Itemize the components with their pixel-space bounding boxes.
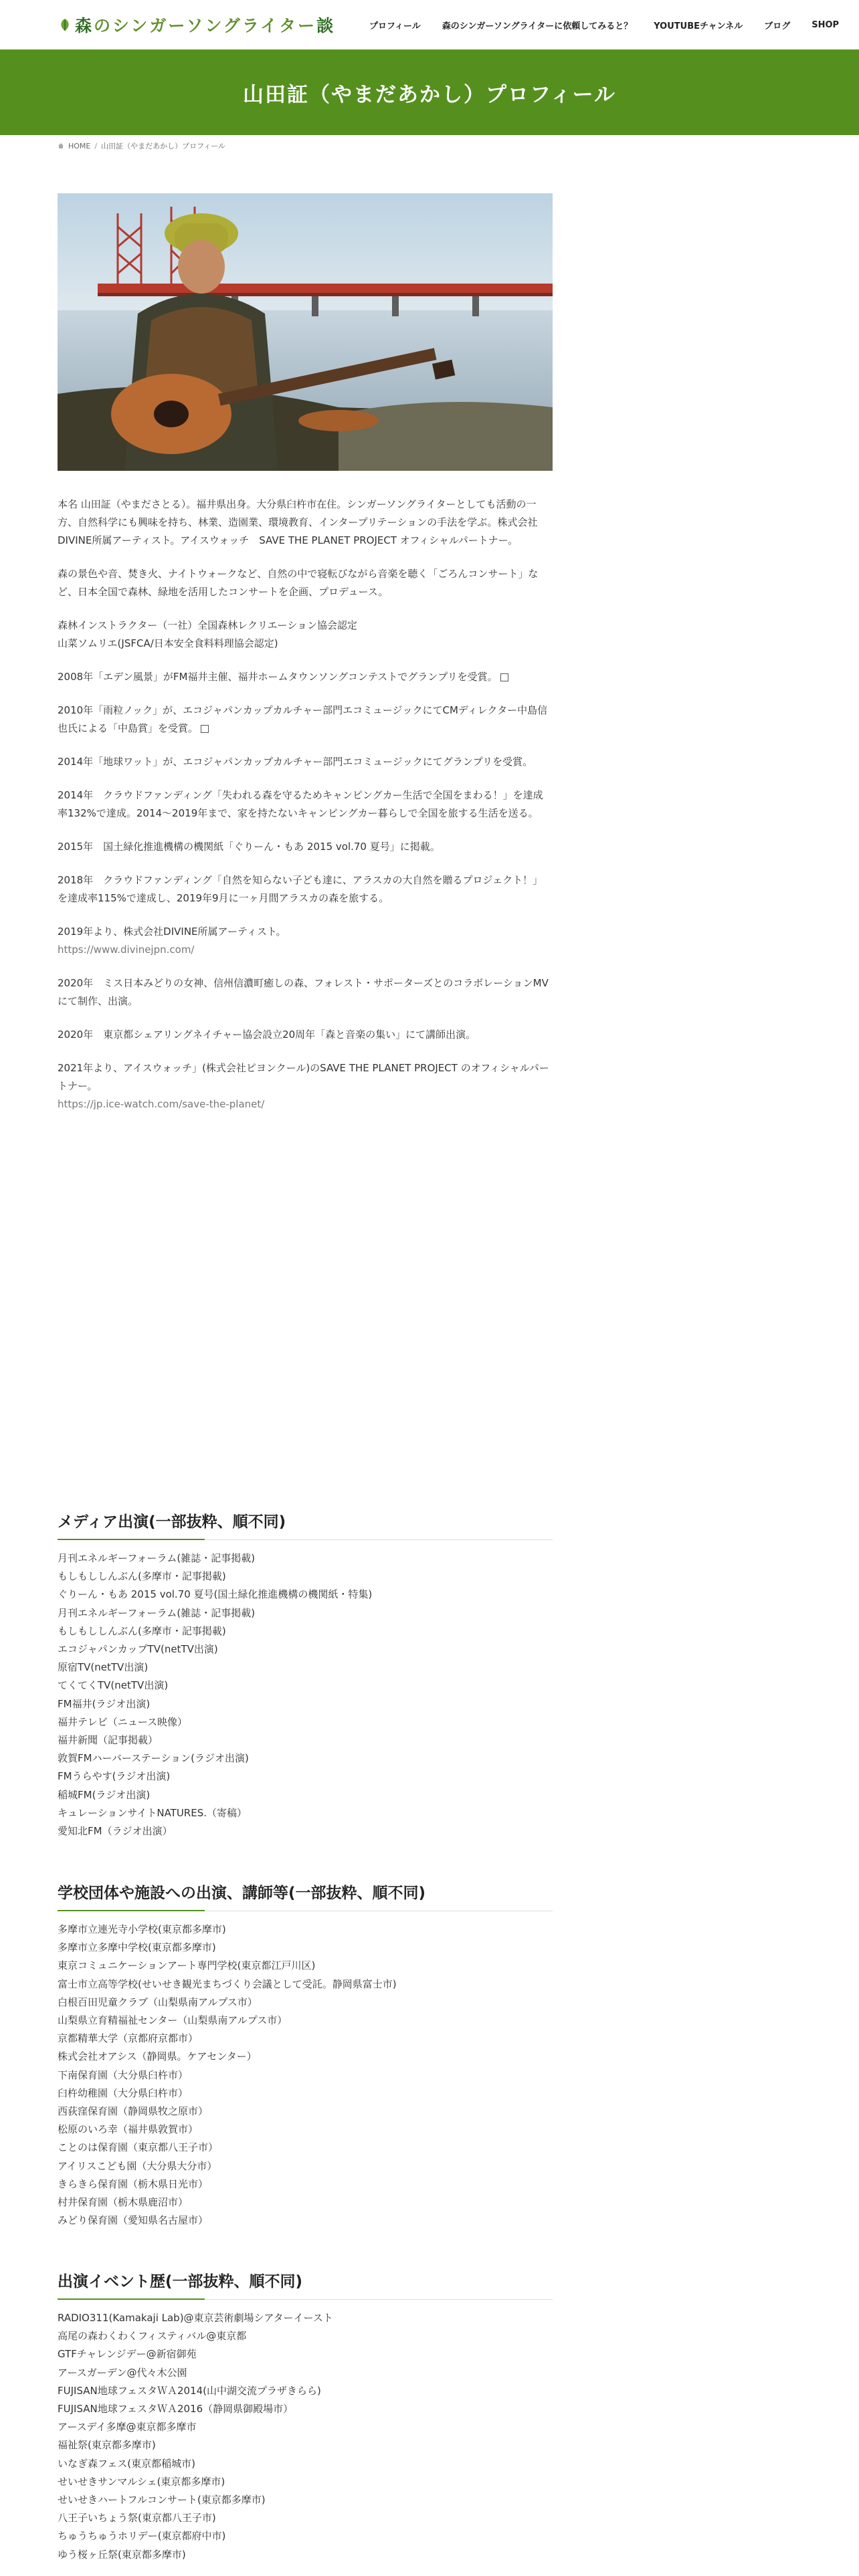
bio-paragraph: 森の景色や音、焚き火、ナイトウォークなど、自然の中で寝転びながら音楽を聴く「ごろんコンサート」など、日本全国で森林、緑地を活用したコンサートを企画、プロデュース。 bbox=[58, 568, 539, 598]
ice-watch-link[interactable]: https://jp.ice-watch.com/save-the-planet/ bbox=[58, 1098, 265, 1110]
bio-paragraph: 2014年「地球ワット」が、エコジャパンカップカルチャー部門エコミュージックにてグランプリを受賞。 bbox=[58, 756, 533, 768]
bio-paragraph: 本名 山田証（やまださとる）。福井県出身。大分県臼杵市在住。シンガーソングライターとしても活動の一方、自然科学にも興味を持ち、林業、造園業、環境教育、インタープリテーションの手法を学ぶ。株式会社DIVINE所属アーティスト。アイスウォッチ SAVE THE PLANET PROJECT オフィシャルパートナー。 bbox=[58, 498, 538, 546]
list-item: 多摩市立連光寺小学校(東京都多摩市) bbox=[58, 1923, 226, 1935]
bio-paragraph: 2015年 国土緑化推進機構の機関紙「ぐりーん・もあ 2015 vol.70 夏号」に掲載。 bbox=[58, 841, 440, 853]
events-list bbox=[58, 2309, 553, 2564]
bio-paragraph bbox=[58, 1059, 553, 1113]
breadcrumb bbox=[58, 139, 225, 152]
list-item: FMうらやす(ラジオ出演) bbox=[58, 1770, 171, 1783]
list-item: ちゅうちゅうホリデー(東京都府中市) bbox=[58, 2530, 226, 2543]
list-item: RADIO311(Kamakaji Lab)@東京芸術劇場シアターイースト bbox=[58, 2312, 333, 2324]
bio-line: 山菜ソムリエ(JSFCA/日本安全食料料理協会認定) bbox=[58, 637, 278, 649]
bio-paragraph bbox=[58, 702, 553, 738]
breadcrumb-current: 山田証（やまだあかし）プロフィール bbox=[101, 142, 225, 150]
leaf-logo-icon bbox=[58, 17, 72, 32]
broken-image-icon bbox=[201, 725, 209, 733]
nav-shop[interactable]: SHOP bbox=[812, 19, 840, 30]
list-item: もしもししんぶん(多摩市・記事掲載) bbox=[58, 1624, 226, 1637]
list-item: 京都精華大学（京都府京都市） bbox=[58, 2032, 199, 2045]
page-title: 山田証（やまだあかし）プロフィール bbox=[243, 82, 616, 107]
list-item: ぐりーん・もあ 2015 vol.70 夏号(国土緑化推進機構の機関紙・特集) bbox=[58, 1588, 373, 1601]
list-item: 稲城FM(ラジオ出演) bbox=[58, 1788, 151, 1801]
bio-line: 森林インストラクター（一社）全国森林レクリエーション協会認定 bbox=[58, 619, 358, 631]
title-banner bbox=[0, 49, 859, 135]
list-item: きらきら保育園（栃木県日光市） bbox=[58, 2177, 209, 2190]
list-item: 月刊エネルギーフォーラム(雑誌・記事掲載) bbox=[58, 1606, 256, 1619]
list-item: 八王子いちょう祭(東京都八王子市) bbox=[58, 2512, 216, 2525]
list-item: FUJISAN地球フェスタＷＡ2016（静岡県御殿場市） bbox=[58, 2403, 294, 2416]
list-item: 原宿TV(netTV出演) bbox=[58, 1661, 149, 1674]
list-item: 株式会社オアシス（静岡県。ケアセンター） bbox=[58, 2050, 257, 2063]
breadcrumb-separator: / bbox=[94, 141, 98, 150]
media-section-title: メディア出演(一部抜粋、順不同) bbox=[58, 1509, 553, 1540]
list-item: 多摩市立多摩中学校(東京都多摩市) bbox=[58, 1941, 216, 1954]
site-logo[interactable] bbox=[58, 13, 335, 36]
bio-line: 2019年より、株式会社DIVINE所属アーティスト。 bbox=[58, 926, 286, 938]
schools-section-title: 学校団体や施設への出演、講師等(一部抜粋、順不同) bbox=[58, 1881, 553, 1911]
list-item: アースデイ多摩@東京都多摩市 bbox=[58, 2421, 197, 2434]
list-item: FM福井(ラジオ出演) bbox=[58, 1697, 151, 1710]
nav-profile[interactable]: プロフィール bbox=[369, 21, 421, 31]
list-item: 福祉祭(東京都多摩市) bbox=[58, 2439, 156, 2452]
list-item: 高尾の森わくわくフィスティバル@東京都 bbox=[58, 2330, 247, 2343]
bio-paragraph: 2020年 東京都シェアリングネイチャー協会設立20周年「森と音楽の集い」にて講師出演。 bbox=[58, 1029, 476, 1041]
list-item: てくてくTV(netTV出演) bbox=[58, 1679, 169, 1692]
logo-text-dan: 談 bbox=[316, 16, 336, 35]
list-item: 白根百田児童クラブ（山梨県南アルプス市） bbox=[58, 1996, 258, 2008]
bio-certifications bbox=[58, 617, 553, 653]
list-item: キュレーションサイトNATURES.（寄稿） bbox=[58, 1806, 247, 1819]
bio-paragraph bbox=[58, 923, 553, 959]
media-list bbox=[58, 1549, 553, 1840]
bio-paragraph: 2014年 クラウドファンディング「失われる森を守るためキャンピングカー生活で全国をまわる！」を達成率132%で達成。2014〜2019年まで、家を持たないキャンピングカー暮らしで全国を旅する生活を送る。 bbox=[58, 789, 543, 819]
schools-section bbox=[58, 1881, 553, 2230]
breadcrumb-home[interactable]: HOME bbox=[68, 141, 91, 150]
list-item: 村井保育園（栃木県鹿沼市） bbox=[58, 2196, 189, 2209]
site-header bbox=[0, 0, 859, 49]
list-item: アイリスこども園（大分県大分市） bbox=[58, 2159, 217, 2172]
list-item: いなぎ森フェス(東京都稲城市) bbox=[58, 2457, 195, 2470]
list-item: 愛知北FM（ラジオ出演） bbox=[58, 1825, 173, 1838]
list-item: 月刊エネルギーフォーラム(雑誌・記事掲載) bbox=[58, 1552, 256, 1564]
main-nav bbox=[369, 0, 859, 49]
list-item: もしもししんぶん(多摩市・記事掲載) bbox=[58, 1570, 226, 1583]
logo-text-mori: 森 bbox=[75, 16, 94, 35]
bio-line: 2008年「エデン風景」がFM福井主催、福井ホームタウンソングコンテストでグランプリを受賞。 bbox=[58, 671, 498, 683]
broken-image-icon bbox=[500, 673, 508, 681]
list-item: 下南保育園（大分県臼杵市） bbox=[58, 2068, 189, 2081]
media-section bbox=[58, 1509, 553, 1840]
list-item: FUJISAN地球フェスタＷＡ2014(山中湖交流プラザきらら) bbox=[58, 2384, 321, 2397]
list-item: みどり保育園（愛知県名古屋市） bbox=[58, 2214, 209, 2227]
list-item: 松原のいろ幸（福井県敦賀市） bbox=[58, 2123, 199, 2136]
list-item: エコジャパンカップTV(netTV出演) bbox=[58, 1643, 218, 1656]
list-item: 敦賀FMハーバーステーション(ラジオ出演) bbox=[58, 1752, 249, 1765]
list-item: ゆう桜ヶ丘祭(東京都多摩市) bbox=[58, 2548, 186, 2561]
list-item: せいせきハートフルコンサート(東京都多摩市) bbox=[58, 2494, 266, 2506]
bio-paragraph: 2020年 ミス日本みどりの女神、信州信濃町癒しの森、フォレスト・サポーターズとのコラボレーションMVにて制作、出演。 bbox=[58, 977, 549, 1007]
schools-list bbox=[58, 1921, 553, 2230]
bio-paragraph: 2018年 クラウドファンディング「自然を知らない子ども達に、アラスカの大自然を贈るプロジェクト！」を達成率115%で達成し、2019年9月に一ヶ月間アラスカの森を旅する。 bbox=[58, 874, 543, 904]
list-item: 福井テレビ（ニュース映像） bbox=[58, 1715, 187, 1728]
nav-request[interactable]: 森のシンガーソングライターに依頼してみると？ bbox=[442, 21, 633, 31]
logo-text bbox=[75, 13, 335, 37]
profile-photo-illustration bbox=[58, 193, 553, 471]
logo-text-main: のシンガーソングライター bbox=[94, 16, 317, 35]
bio bbox=[58, 496, 553, 1129]
list-item: ことのは保育園（東京都八王子市） bbox=[58, 2141, 219, 2154]
list-item: せいせきサンマルシェ(東京都多摩市) bbox=[58, 2475, 225, 2488]
nav-blog[interactable]: ブログ bbox=[764, 21, 791, 31]
events-section-title: 出演イベント歴(一部抜粋、順不同) bbox=[58, 2269, 553, 2300]
bio-paragraph bbox=[58, 668, 553, 686]
home-icon bbox=[58, 142, 64, 149]
divine-link[interactable]: https://www.divinejpn.com/ bbox=[58, 944, 195, 956]
profile-photo bbox=[58, 193, 553, 471]
events-section bbox=[58, 2269, 553, 2564]
list-item: アースガーデン@代々木公園 bbox=[58, 2366, 187, 2379]
list-item: 臼杵幼稚園（大分県臼杵市） bbox=[58, 2086, 189, 2099]
bio-line: 2021年より、アイスウォッチ」(株式会社ピヨンクール)のSAVE THE PLANET PROJECT のオフィシャルパートナー。 bbox=[58, 1062, 549, 1092]
list-item: 富士市立高等学校(せいせき観光まちづくり会議として受託。静岡県富士市) bbox=[58, 1977, 397, 1990]
list-item: 福井新聞（記事掲載） bbox=[58, 1734, 159, 1747]
list-item: 西荻窪保育園（静岡県牧之原市） bbox=[58, 2105, 209, 2118]
bio-line: 2010年「雨粒ノック」が、エコジャパンカップカルチャー部門エコミュージックにてCMディレクター中島信也氏による「中島賞」を受賞。 bbox=[58, 704, 548, 734]
list-item: GTFチャレンジデー@新宿御苑 bbox=[58, 2348, 197, 2361]
nav-youtube[interactable]: YOUTUBEチャンネル bbox=[654, 21, 743, 31]
list-item: 山梨県立育精福祉センター（山梨県南アルプス市） bbox=[58, 2014, 288, 2027]
list-item: 東京コミュニケーションアート専門学校(東京都江戸川区) bbox=[58, 1959, 316, 1972]
